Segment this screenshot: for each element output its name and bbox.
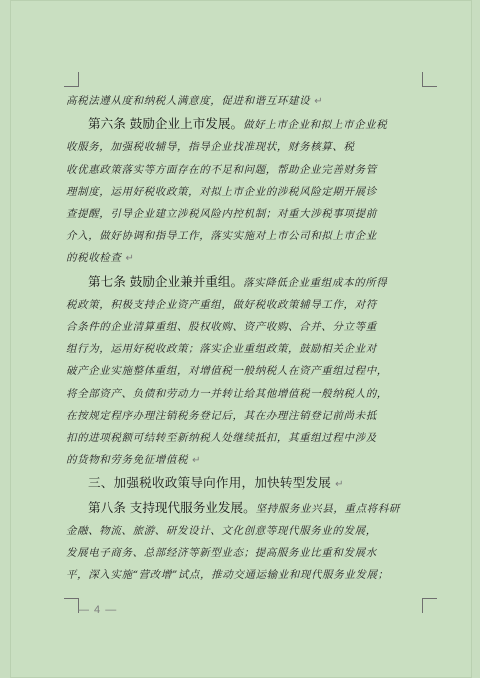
text-line xyxy=(66,427,416,449)
line-text: 理制度，运用好税收政策，对拟上市企业的涉税风险定期开展诊 xyxy=(66,185,377,198)
line-text: 收优惠政策落实等方面存在的不足和问题，帮助企业完善财务管 xyxy=(66,163,377,176)
crop-mark-bottom-right xyxy=(422,598,437,613)
text-line xyxy=(66,472,416,496)
text-line xyxy=(66,338,416,360)
paragraph-mark-icon: ↵ xyxy=(314,96,324,107)
article-label: 第六条 xyxy=(88,117,126,132)
line-text: 的货物和劳务免征增值税 xyxy=(66,454,189,467)
text-line xyxy=(66,520,416,542)
crop-mark-top-left xyxy=(64,72,79,87)
line-text: 组行为，运用好税收政策；落实企业重组政策，鼓励相关企业对 xyxy=(66,343,377,356)
text-line xyxy=(66,316,416,338)
text-line xyxy=(66,90,416,113)
line-text: 金融、物流、旅游、研发设计、文化创意等现代服务业的发展， xyxy=(66,524,377,537)
article-text: 做好上市企业和拟上市企业税 xyxy=(243,119,388,132)
article-text: 落实降低企业重组成本的所得 xyxy=(243,276,388,289)
line-text: 平，深入实施“营改增”试点，推动交通运输业和现代服务业发展； xyxy=(66,569,389,582)
text-line xyxy=(66,294,416,316)
line-text: 扣的进项税额可结转至新纳税人处继续抵扣，其重组过程中涉及 xyxy=(66,432,377,445)
text-line xyxy=(66,360,416,382)
text-line xyxy=(66,542,416,564)
text-line xyxy=(66,136,416,158)
article-text: 坚持服务业兴县，重点将科研 xyxy=(255,502,400,515)
text-line xyxy=(66,449,416,472)
line-text: 破产企业实施整体重组，对增值税一般纳税人在资产重组过程中， xyxy=(66,365,388,378)
article-title: 鼓励企业上市发展。 xyxy=(129,117,244,132)
paragraph-mark-icon: ↵ xyxy=(192,455,202,467)
text-line xyxy=(66,497,416,520)
line-text: 高税法遵从度和纳税人满意度，促进和谐互环建设 xyxy=(66,95,311,107)
article-label: 第八条 xyxy=(88,500,126,515)
line-text: 的税收检查 xyxy=(66,252,122,265)
article-title: 支持现代服务业发展。 xyxy=(129,500,256,515)
paragraph-mark-icon: ↵ xyxy=(125,253,135,265)
crop-mark-top-right xyxy=(422,72,437,87)
line-text: 税政策，积极支持企业资产重组，做好税收政策辅导工作，对符 xyxy=(66,298,377,311)
text-line xyxy=(66,181,416,203)
line-text: 介入，做好协调和指导工作，落实实施对上市公司和拟上市企业 xyxy=(66,230,377,243)
text-line xyxy=(66,405,416,427)
line-text: 在按规定程序办理注销税务登记后，其在办理注销登记前尚未抵 xyxy=(66,409,377,422)
line-text: 收服务，加强税收辅导，指导企业找准现状，财务核算、税 xyxy=(66,141,355,154)
text-line xyxy=(66,225,416,247)
paragraph-mark-icon: ↵ xyxy=(335,479,344,491)
text-line xyxy=(66,564,416,586)
text-line xyxy=(66,247,416,270)
section-heading: 三、加强税收政策导向作用，加快转型发展 xyxy=(88,476,332,491)
line-text: 发展电子商务、总部经济等新型业态；提高服务业比重和发展水 xyxy=(66,547,377,560)
text-line xyxy=(66,383,416,405)
line-text: 将全部资产、负债和劳动力一并转让给其他增值税一般纳税人的， xyxy=(66,387,388,400)
line-text: 查提醒，引导企业建立涉税风险内控机制；对重大涉税事项提前 xyxy=(66,208,377,221)
document-body xyxy=(66,90,416,586)
text-line xyxy=(66,203,416,225)
page-number: — 4 — xyxy=(78,604,118,616)
text-line xyxy=(66,113,416,136)
article-label: 第七条 xyxy=(88,274,126,289)
line-text: 合条件的企业清算重组、股权收购、资产收购、合并、分立等重 xyxy=(66,321,377,334)
crop-mark-bottom-left xyxy=(64,598,79,613)
article-title: 鼓励企业兼并重组。 xyxy=(129,274,244,289)
text-line xyxy=(66,159,416,181)
text-line xyxy=(66,271,416,294)
